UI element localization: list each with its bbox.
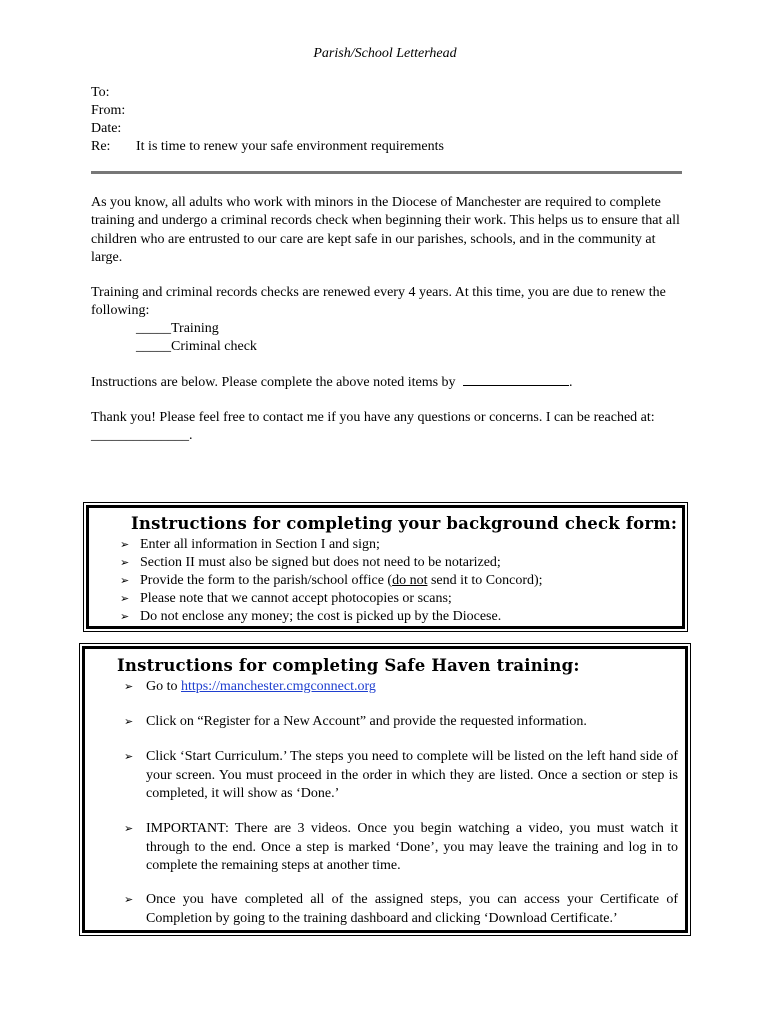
arrow-bullet-icon: ➢ [120,610,130,623]
step-text: Click ‘Start Curriculum.’ The steps you need to complete will be listed on the left hand side of your screen. You must proceed in the order in which they are listed. Once a section or step is completed, it will show as ‘Done.’ [146,749,678,802]
deadline-paragraph [91,374,683,392]
list-item-text: Section II must also be signed but does not need to be notarized; [140,555,501,570]
arrow-bullet-icon: ➢ [120,538,130,551]
step-text: Click on “Register for a New Account” and provide the requested information. [146,714,587,729]
arrow-bullet-icon: ➢ [124,750,134,763]
safe-haven-step-2 [124,713,678,732]
intro-paragraph: As you know, all adults who work with minors in the Diocese of Manchester are required to complete training and undergo a criminal records check when beginning their work. This helps us to ensure that all children who are entrusted to our care are kept safe in our parishes, schools, and in the community at large. [91,195,680,266]
criminal-check-item: _____Criminal check [136,339,257,354]
safe-haven-step-5 [124,891,678,928]
from-label: From: [91,103,126,118]
re-label: Re: [91,139,111,154]
step-text: Once you have completed all of the assigned steps, you can access your Certificate of Completion by going to the training dashboard and clicking ‘Download Certificate.’ [146,892,678,926]
step-text: IMPORTANT: There are 3 videos. Once you begin watching a video, you must watch it through to the end. Once a step is marked ‘Done’, you may leave the training and log in to complete the remaining steps at another time. [146,821,678,874]
safe-haven-step-1 [124,678,676,697]
letterhead: Parish/School Letterhead [313,46,457,61]
do-not-emphasis: do not [392,573,428,588]
arrow-bullet-icon: ➢ [124,822,134,835]
to-label: To: [91,85,110,100]
contact-period: . [189,428,193,444]
training-item: _____Training [136,321,219,336]
deadline-blank [463,385,569,386]
arrow-bullet-icon: ➢ [120,592,130,605]
contact-blank: ______________ [91,428,189,444]
contact-paragraph [91,409,683,446]
list-item [120,590,452,608]
header-divider [91,171,682,174]
list-item [120,572,543,590]
list-item-text: Please note that we cannot accept photocopies or scans; [140,591,452,606]
contact-text: Thank you! Please feel free to contact me if you have any questions or concerns. I can be reached at: [91,410,655,425]
re-subject: It is time to renew your safe environment requirements [136,139,444,154]
background-check-box [86,505,685,629]
background-check-list [120,536,680,626]
arrow-bullet-icon: ➢ [120,574,130,587]
deadline-text: Instructions are below. Please complete the above noted items by [91,375,456,390]
renewal-paragraph: Training and criminal records checks are renewed every 4 years. At this time, you are due to renew the following: [91,285,666,319]
safe-haven-title: Instructions for completing Safe Haven training: [117,656,580,675]
arrow-bullet-icon: ➢ [124,680,134,693]
step-text: Go to [146,679,178,694]
background-check-title: Instructions for completing your background check form: [131,514,678,533]
list-item [120,554,501,572]
list-item [120,536,380,554]
list-item-text: Do not enclose any money; the cost is picked up by the Diocese. [140,609,502,624]
safe-haven-step-3 [124,748,678,804]
date-label: Date: [91,121,122,136]
safe-haven-box [82,646,688,933]
list-item-text: Provide the form to the parish/school office ( [140,573,393,588]
list-item-text: Enter all information in Section I and sign; [140,537,380,552]
cmgconnect-link[interactable]: https://manchester.cmgconnect.org [181,679,376,694]
list-item-text: send it to Concord); [427,573,543,588]
deadline-period: . [569,375,573,390]
safe-haven-step-4 [124,820,678,876]
arrow-bullet-icon: ➢ [124,715,134,728]
arrow-bullet-icon: ➢ [124,893,134,906]
arrow-bullet-icon: ➢ [120,556,130,569]
list-item [120,608,501,626]
